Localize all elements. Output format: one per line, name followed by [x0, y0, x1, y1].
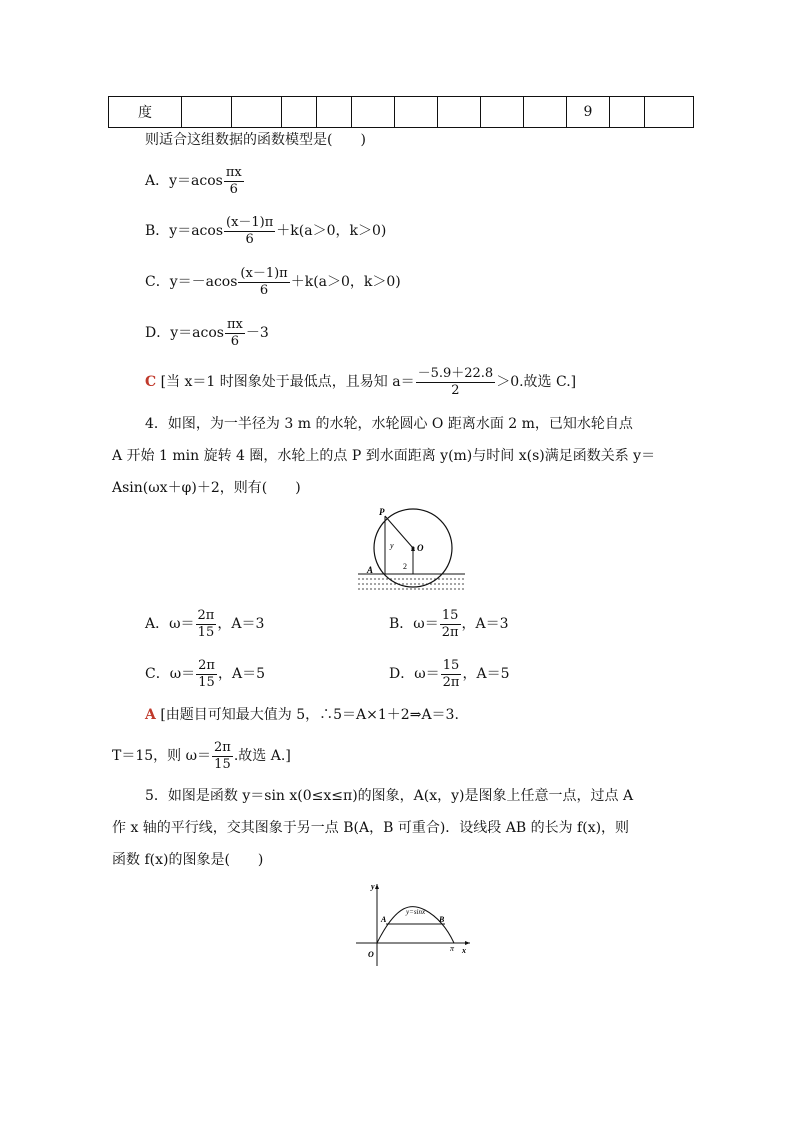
- table-cell: 9: [567, 97, 610, 128]
- q4-explanation2-suffix: .故选 A.]: [233, 748, 291, 764]
- fraction-denominator: 15: [198, 674, 215, 690]
- fraction-denominator: 6: [230, 333, 240, 349]
- q4-explanation-line2: [112, 738, 291, 774]
- q3-explanation-fraction: [416, 366, 496, 399]
- q4-option-c-fraction: [196, 658, 217, 691]
- q4-option-d: [389, 656, 510, 692]
- label-y-axis: y: [371, 882, 375, 891]
- q3-option-d-prefix: D．y＝acos: [145, 325, 224, 341]
- label-a: A: [367, 565, 374, 575]
- table-row: [109, 97, 694, 128]
- table-cell: [395, 97, 438, 128]
- q3-option-a: [145, 163, 245, 199]
- q4-option-b-prefix: B．ω＝: [389, 616, 439, 632]
- q4-option-c-prefix: C．ω＝: [145, 666, 196, 682]
- q3-option-b: [145, 213, 386, 249]
- q3-answer: C: [145, 374, 157, 390]
- q3-explanation: [145, 364, 576, 400]
- q5-stem-line2: 作 x 轴的平行线，交其图象于另一点 B(A，B 可重合)．设线段 AB 的长为 f(x)，则: [112, 820, 630, 836]
- q3-explanation-prefix: [当 x＝1 时图象处于最低点，且易知 a＝: [160, 374, 415, 390]
- q3-option-d: [145, 315, 269, 351]
- q3-stem: 则适合这组数据的函数模型是( ): [145, 132, 366, 148]
- q4-explanation-text: [由题目可知最大值为 5，∴5＝A×1＋2⇒A＝3.: [160, 707, 459, 723]
- fraction-numerator: πx: [225, 164, 242, 180]
- q4-stem-line2: A 开始 1 min 旋转 4 圈，水轮上的点 P 到水面距离 y(m)与时间 x(s)满足函数关系 y＝: [112, 448, 656, 464]
- q3-explanation-suffix: ＞0.故选 C.]: [496, 374, 577, 390]
- q4-answer: A: [145, 707, 156, 723]
- q4-explanation2-prefix: T＝15，则 ω＝: [112, 748, 212, 764]
- x-axis-arrow: [465, 941, 470, 945]
- fraction-denominator: 6: [229, 181, 238, 197]
- label-y: y: [390, 541, 394, 550]
- q4-option-b: [389, 606, 509, 642]
- fraction-numerator: 2π: [214, 739, 231, 755]
- q4-option-a: [145, 606, 264, 642]
- label-p: P: [379, 507, 385, 517]
- q4-option-b-fraction: [440, 608, 461, 641]
- fraction-numerator: 15: [440, 608, 461, 625]
- q3-option-c-prefix: C．y＝－acos: [145, 274, 238, 290]
- q4-option-a-prefix: A．ω＝: [145, 616, 195, 632]
- table-cell: [481, 97, 524, 128]
- fraction-denominator: 2π: [442, 674, 460, 690]
- fraction-numerator: 2π: [198, 657, 215, 673]
- q4-option-d-suffix: ，A＝5: [462, 666, 510, 682]
- center-point: [412, 547, 415, 550]
- fraction-numerator: (x－1)π: [240, 265, 288, 281]
- fraction-numerator: －5.9＋22.8: [417, 365, 494, 381]
- label-x-axis: x: [462, 946, 466, 955]
- label-curve: y=sinx: [406, 908, 426, 916]
- q4-option-c-suffix: ，A＝5: [217, 666, 265, 682]
- label-origin: O: [368, 950, 374, 959]
- table-cell: [352, 97, 395, 128]
- q5-stem-line3: 函数 f(x)的图象是( ): [112, 852, 264, 868]
- table-cell: [645, 97, 694, 128]
- table-cell: [524, 97, 567, 128]
- q3-option-a-fraction: [224, 165, 244, 198]
- label-pi: π: [450, 944, 455, 953]
- table-cell: [282, 97, 317, 128]
- q4-option-a-fraction: [196, 608, 217, 641]
- q4-option-d-prefix: D．ω＝: [389, 666, 440, 682]
- q4-explanation-fraction: [212, 740, 233, 773]
- y-axis-arrow: [375, 884, 379, 889]
- q4-option-a-suffix: ，A＝3: [217, 616, 265, 632]
- q3-option-c-suffix: ＋k(a＞0，k＞0): [290, 274, 401, 290]
- table-cell: [438, 97, 481, 128]
- fraction-numerator: 2π: [197, 607, 215, 623]
- table-cell: [182, 97, 232, 128]
- q4-stem-line1: 4．如图，为一半径为 3 m 的水轮，水轮圆心 O 距离水面 2 m，已知水轮自点: [145, 416, 633, 432]
- fraction-numerator: (x－1)π: [226, 214, 274, 230]
- q5-stem-line1: 5．如图是函数 y＝sin x(0≤x≤π)的图象，A(x，y)是图象上任意一点，过点 A: [145, 788, 634, 804]
- q3-option-b-fraction: [224, 215, 275, 248]
- q4-option-d-fraction: [441, 658, 462, 691]
- fraction-denominator: 6: [259, 282, 269, 298]
- fraction-denominator: 15: [214, 756, 231, 772]
- q3-option-a-prefix: A．y＝acos: [145, 173, 223, 189]
- table-cell: [610, 97, 645, 128]
- q3-option-b-suffix: ＋k(a＞0，k＞0): [276, 223, 387, 239]
- sine-curve-figure: [352, 878, 476, 968]
- label-point-a: A: [381, 915, 387, 924]
- fraction-denominator: 2: [451, 382, 460, 398]
- table-row-header: 度: [109, 97, 182, 128]
- data-table: [108, 96, 694, 128]
- fraction-denominator: 2π: [441, 624, 459, 640]
- fraction-denominator: 15: [197, 624, 215, 640]
- q3-option-b-prefix: B．y＝acos: [145, 223, 223, 239]
- table-cell: [232, 97, 282, 128]
- label-two: 2: [403, 562, 407, 571]
- water-wheel-figure: [350, 502, 470, 598]
- q3-option-d-suffix: －3: [245, 325, 269, 341]
- fraction-denominator: 6: [245, 231, 254, 247]
- table-cell: [317, 97, 352, 128]
- fraction-numerator: 15: [441, 658, 462, 675]
- q4-option-b-suffix: ，A＝3: [461, 616, 509, 632]
- q3-option-c-fraction: [238, 266, 289, 299]
- q3-option-d-fraction: [225, 317, 245, 350]
- q4-stem-line3: Asin(ωx＋φ)＋2，则有( ): [112, 480, 301, 496]
- fraction-numerator: πx: [226, 316, 243, 332]
- label-point-b: B: [439, 915, 445, 924]
- q4-option-c: [145, 656, 265, 692]
- label-o: O: [417, 543, 424, 553]
- q3-option-c: [145, 264, 401, 300]
- q4-explanation-line1: [145, 706, 459, 724]
